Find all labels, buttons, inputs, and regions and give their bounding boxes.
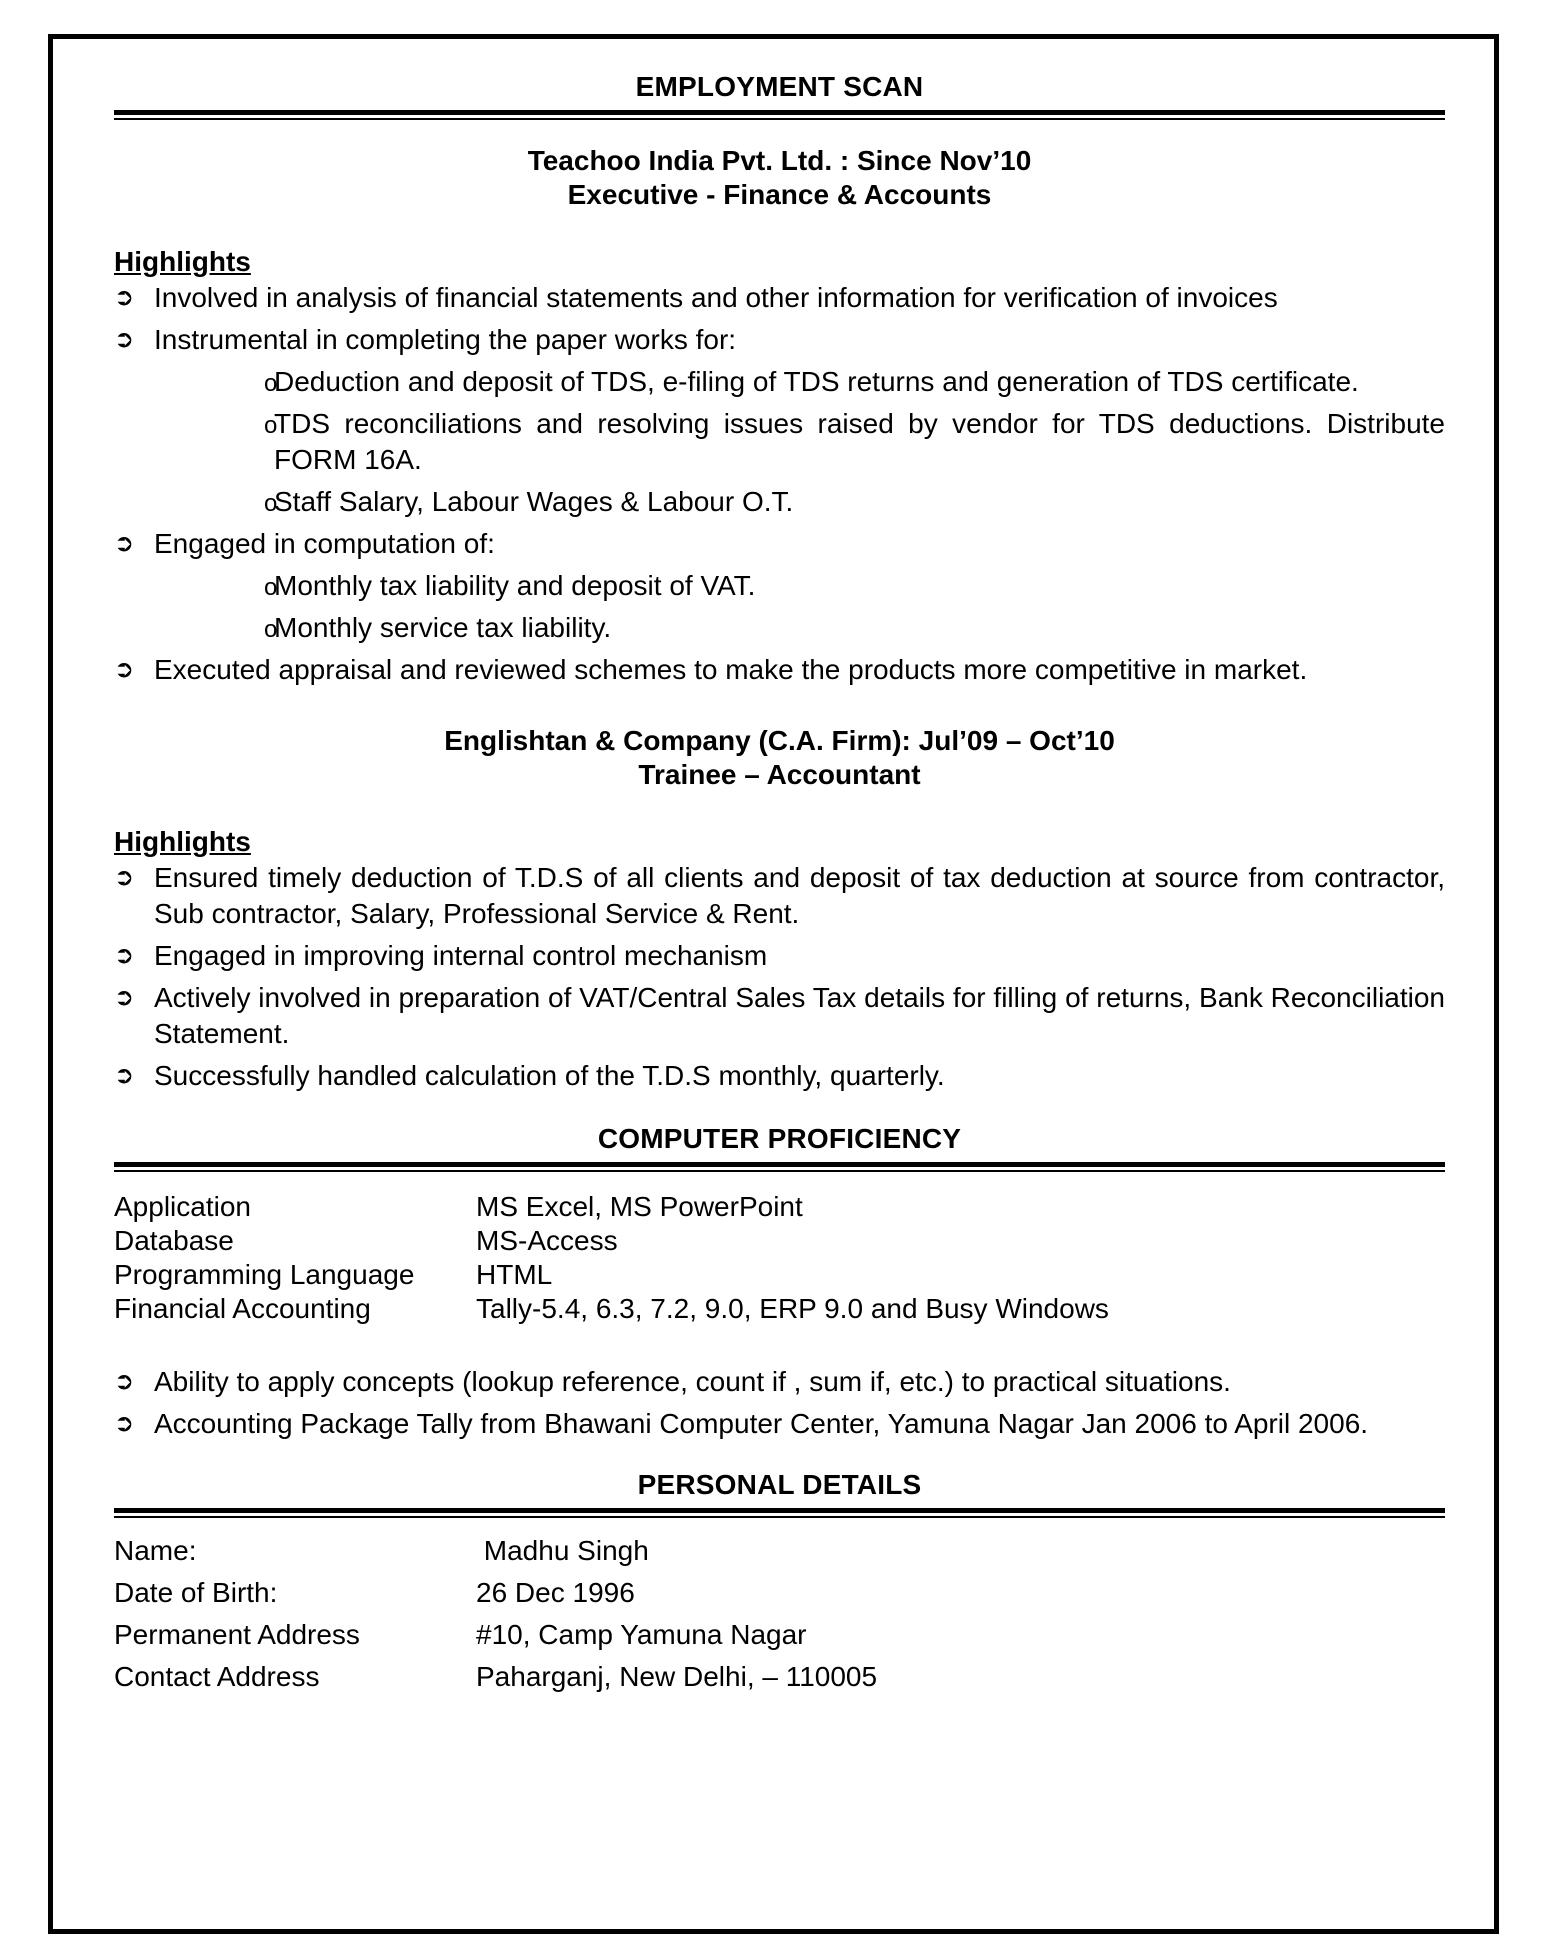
sub-list-item-text: Deduction and deposit of TDS, e-filing of TDS returns and generation of TDS certificate. xyxy=(274,366,1359,397)
circle-bullet-icon: o xyxy=(264,574,278,601)
row-label: Date of Birth: xyxy=(114,1577,278,1608)
row-value: MS-Access xyxy=(476,1225,618,1256)
sub-list-item-text: Monthly tax liability and deposit of VAT. xyxy=(274,570,756,601)
computer-skills-table xyxy=(114,1190,1445,1326)
row-label: Database xyxy=(114,1225,234,1256)
arrow-bullet-icon: ➲ xyxy=(114,864,135,891)
sub-list xyxy=(154,568,1445,646)
arrow-bullet-icon: ➲ xyxy=(114,284,135,311)
row-value: #10, Camp Yamuna Nagar xyxy=(476,1619,807,1650)
list-item-text: Engaged in improving internal control mechanism xyxy=(154,940,768,971)
arrow-bullet-icon: ➲ xyxy=(114,530,135,557)
personal-section-title: PERSONAL DETAILS xyxy=(637,1469,922,1500)
list-item xyxy=(114,938,1445,974)
table-row xyxy=(114,1292,1445,1326)
sub-list xyxy=(154,364,1445,520)
arrow-bullet-icon: ➲ xyxy=(114,1410,135,1437)
list-item xyxy=(114,652,1445,688)
list-item xyxy=(114,322,1445,520)
sub-list-item-text: TDS reconciliations and resolving issues raised by vendor for TDS deductions. Distribute FORM 16A. xyxy=(274,408,1445,475)
arrow-bullet-icon: ➲ xyxy=(114,984,135,1011)
highlights-heading: Highlights xyxy=(114,246,251,277)
table-row xyxy=(114,1656,1445,1698)
employment-section-title: EMPLOYMENT SCAN xyxy=(635,71,924,102)
job-role: Trainee – Accountant xyxy=(638,759,921,790)
table-row xyxy=(114,1614,1445,1656)
sub-list-item xyxy=(114,610,1445,646)
row-label: Permanent Address xyxy=(114,1619,360,1650)
list-item xyxy=(114,860,1445,932)
list-item xyxy=(114,1364,1445,1400)
row-value: MS Excel, MS PowerPoint xyxy=(476,1191,803,1222)
circle-bullet-icon: o xyxy=(264,490,278,517)
sub-list-item-text: Monthly service tax liability. xyxy=(274,612,612,643)
table-row xyxy=(114,1258,1445,1292)
list-item xyxy=(114,980,1445,1052)
job-company-line: Teachoo India Pvt. Ltd. : Since Nov’10 xyxy=(527,145,1032,176)
row-value: HTML xyxy=(476,1259,553,1290)
list-item xyxy=(114,1406,1445,1442)
list-item xyxy=(114,1058,1445,1094)
circle-bullet-icon: o xyxy=(264,616,278,643)
job-role: Executive - Finance & Accounts xyxy=(567,179,992,210)
arrow-bullet-icon: ➲ xyxy=(114,1368,135,1395)
section-divider xyxy=(114,1162,1445,1172)
row-value: Tally-5.4, 6.3, 7.2, 9.0, ERP 9.0 and Busy Windows xyxy=(476,1293,1109,1324)
computer-bullets-list xyxy=(114,1364,1445,1442)
sub-list-item xyxy=(114,568,1445,604)
list-item xyxy=(114,526,1445,646)
table-row xyxy=(114,1190,1445,1224)
table-row xyxy=(114,1572,1445,1614)
row-value: 26 Dec 1996 xyxy=(476,1577,635,1608)
arrow-bullet-icon: ➲ xyxy=(114,656,135,683)
table-row xyxy=(114,1224,1445,1258)
sub-list-item-text: Staff Salary, Labour Wages & Labour O.T. xyxy=(274,486,794,517)
list-item-text: Engaged in computation of: xyxy=(154,528,495,559)
job-company-line: Englishtan & Company (C.A. Firm): Jul’09 – Oct’10 xyxy=(444,725,1115,756)
arrow-bullet-icon: ➲ xyxy=(114,1062,135,1089)
sub-list-item xyxy=(114,406,1445,478)
list-item-text: Executed appraisal and reviewed schemes to make the products more competitive in market. xyxy=(154,654,1308,685)
job-highlights-list xyxy=(114,860,1445,1094)
list-item-text: Involved in analysis of financial statements and other information for verification of invoices xyxy=(154,282,1278,313)
list-item-text: Ability to apply concepts (lookup reference, count if , sum if, etc.) to practical situations. xyxy=(154,1366,1231,1397)
row-label: Application xyxy=(114,1191,251,1222)
arrow-bullet-icon: ➲ xyxy=(114,326,135,353)
list-item-text: Ensured timely deduction of T.D.S of all clients and deposit of tax deduction at source from contractor, Sub contractor, Salary, Professional Service & Rent. xyxy=(154,862,1445,929)
list-item xyxy=(114,280,1445,316)
sub-list-item xyxy=(114,484,1445,520)
personal-details-table xyxy=(114,1530,1445,1698)
row-label: Financial Accounting xyxy=(114,1293,371,1324)
circle-bullet-icon: o xyxy=(264,370,278,397)
list-item-text: Instrumental in completing the paper works for: xyxy=(154,324,737,355)
highlights-heading: Highlights xyxy=(114,826,251,857)
job-highlights-list xyxy=(114,280,1445,688)
row-label: Contact Address xyxy=(114,1661,320,1692)
section-divider xyxy=(114,110,1445,120)
list-item-text: Successfully handled calculation of the T.D.S monthly, quarterly. xyxy=(154,1060,945,1091)
row-label: Programming Language xyxy=(114,1259,415,1290)
list-item-text: Accounting Package Tally from Bhawani Computer Center, Yamuna Nagar Jan 2006 to April 2006. xyxy=(154,1408,1369,1439)
list-item-text: Actively involved in preparation of VAT/Central Sales Tax details for filling of returns, Bank Reconciliation Statement. xyxy=(154,982,1445,1049)
table-row xyxy=(114,1530,1445,1572)
sub-list-item xyxy=(114,364,1445,400)
row-label: Name: xyxy=(114,1535,197,1566)
computer-section-title: COMPUTER PROFICIENCY xyxy=(597,1123,962,1154)
resume-content xyxy=(114,70,1445,1698)
row-value: Paharganj, New Delhi, – 110005 xyxy=(476,1661,878,1692)
row-value: Madhu Singh xyxy=(476,1535,649,1566)
section-divider xyxy=(114,1508,1445,1518)
arrow-bullet-icon: ➲ xyxy=(114,942,135,969)
circle-bullet-icon: o xyxy=(264,412,278,439)
